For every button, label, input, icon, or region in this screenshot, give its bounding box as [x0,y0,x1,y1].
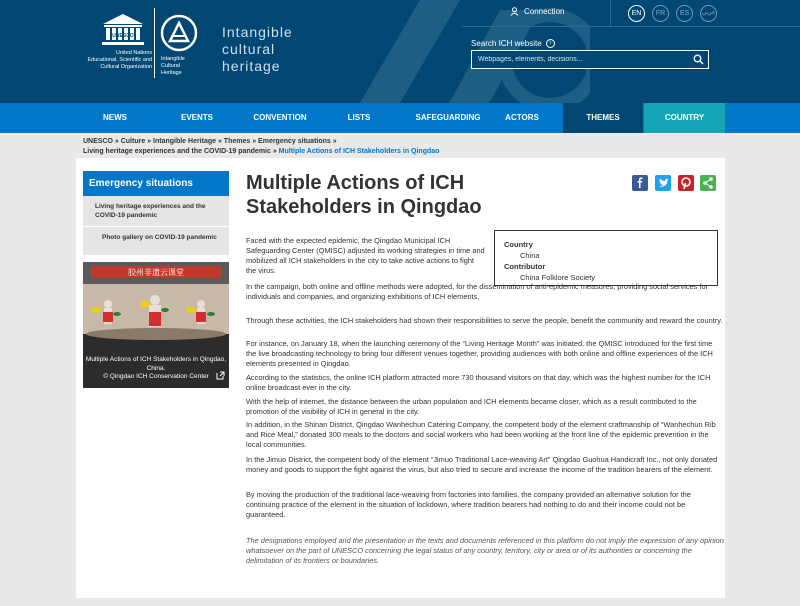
header-divider [462,26,800,27]
ich-small-label: Intangible Cultural Heritage [161,56,185,76]
breadcrumb-parent[interactable]: Living heritage experiences and the COVID-19 pandemic » [83,148,279,155]
twitter-share-button[interactable] [655,175,671,191]
article-paragraph: According to the statistics, the online ICH platform attracted more 730 thousand visitors on that day, which was the highest number for the ICH online broadcast ever in the city. [246,373,711,392]
sidebar-item-living-heritage[interactable] [83,196,229,226]
nav-events[interactable]: EVENTS [180,113,213,122]
facebook-share-button[interactable] [632,175,648,191]
nav-country[interactable]: COUNTRY [644,103,725,133]
share-icon [700,175,716,191]
main-nav [0,103,800,133]
article-paragraph: Faced with the expected epidemic, the Qingdao Municipal ICH Safeguarding Center (QMISC) adjusted its working strategies in time and mobilized all ICH stakeholders in the city to take active actions to fight the virus. [246,236,485,275]
lang-ar[interactable]: عربي [700,5,717,22]
article-paragraph: For instance, on January 18, when the launching ceremony of the “Living Heritage Month” was initiated, the QMISC introduced for the first time the live broadcasting technology to bring four different venues together, providing audiences with both online and offline experiences of the ICH elements presented in Qingdao. [246,339,713,368]
breadcrumb-trail-2 [83,147,723,157]
search-icon[interactable] [693,54,704,65]
sidebar-item-photo-gallery[interactable] [83,227,229,255]
nav-themes[interactable]: THEMES [563,103,643,133]
info-icon[interactable]: i [546,39,555,48]
unesco-org-name: United Nations Educational, Scientific and Cultural Organization [87,50,152,70]
pinterest-share-button[interactable] [678,175,694,191]
element-info-box [494,230,718,286]
nav-lists[interactable]: LISTS [347,113,371,122]
lang-en[interactable]: EN [628,5,645,22]
lang-es[interactable]: ES [676,5,693,22]
pinterest-icon [678,175,694,191]
nav-convention[interactable]: CONVENTION [253,113,307,122]
external-link-icon[interactable] [216,371,225,380]
logo-divider [154,8,155,78]
contributor-value: China Folklore Society [520,273,596,282]
twitter-icon [655,175,671,191]
breadcrumb [83,137,723,157]
country-label: Country [504,240,533,249]
article-paragraph: In the Jimuo District, the competent body of the element “Jimuo Traditional Lace-weaving Art” Qingdao Guohua Handicraft Inc., not only donated money and goods to support the fight against the virus, but also tried to secure and increase the income of the tradition bearers of the element. [246,455,718,474]
share-button[interactable] [700,175,716,191]
ich-logo[interactable] [160,14,198,52]
language-switcher [610,0,800,26]
search-label [471,39,555,48]
country-value[interactable]: China [520,251,540,260]
user-icon [510,7,519,16]
sidebar-item-label: Living heritage experiences and the COVID-19 pandemic [95,203,206,219]
article-paragraph: Through these activities, the ICH stakeholders had shown their responsibilities to serve the people, benefit the community and reward the country. [246,316,723,325]
unesco-logo[interactable] [100,12,146,48]
site-title[interactable]: Intangible cultural heritage [222,24,293,74]
article-paragraph: In addition, in the Shinan District, Qingdao Wanhechun Catering Company, the competent body of the element craftmanship of “Wanhechun Rib and Rice Meal,” donated 300 meals to the doctors and social workers who had been working at the front line of the epidemic prevention in the local communities. [246,420,716,449]
connection-link[interactable] [510,7,564,16]
unesco-wordmark: UNESCO [112,33,134,39]
connection-label: Connection [524,7,565,16]
breadcrumb-trail[interactable]: UNESCO » Culture » Intangible Heritage » Themes » Emergency situations » [83,138,337,145]
article-paragraph: With the help of internet, the distance between the urban population and ICH elements became closer, which as a result contributed to the promotion of the visibility of ICH in general in the city. [246,397,697,416]
facebook-icon [632,175,648,191]
lang-fr[interactable]: FR [652,5,669,22]
breadcrumb-current: Multiple Actions of ICH Stakeholders in Qingdao [278,148,440,155]
sidebar-title[interactable]: Emergency situations [83,171,229,196]
article-paragraph: In the campaign, both online and offline methods were adopted, for the dissemination of anti-epidemic measures, providing social services for individuals and companies, and organizing exhibitions of ICH elements. [246,282,709,301]
photo-caption: Multiple Actions of ICH Stakeholders in Qingdao, China. © Qingdao ICH Conservation Center [85,356,227,380]
sidebar-item-label: Photo gallery on COVID-19 pandemic [102,234,217,241]
article-paragraph: By moving the production of the traditional lace-weaving from factories into families, the company provided an alternative solution for the continuing practice of the element in the situation of lockdown, where tradition bearers had nothing to do and their income could not be guaranteed. [246,490,691,519]
site-header [0,0,800,103]
search-input[interactable] [472,51,684,68]
search-box [471,50,709,69]
contributor-label: Contributor [504,262,546,271]
search-label-text: Search ICH website [471,39,542,48]
article-title: Multiple Actions of ICH Stakeholders in Qingdao [246,172,482,218]
nav-news[interactable]: NEWS [103,113,127,122]
featured-photo[interactable] [83,262,229,388]
disclaimer: The designations employed and the presentation in the texts and documents referenced in this platform do not imply the expression of any opinion whatsoever on the part of UNESCO concerning the legal status of any country, territory, city or area or of its authorities or concerning the delimitation of its frontiers or boundaries. [246,536,724,565]
photo-banner-text: 胶州非遗云课堂 [128,268,184,277]
nav-actors[interactable]: ACTORS [505,113,539,122]
nav-safeguarding[interactable]: SAFEGUARDING [415,113,481,122]
